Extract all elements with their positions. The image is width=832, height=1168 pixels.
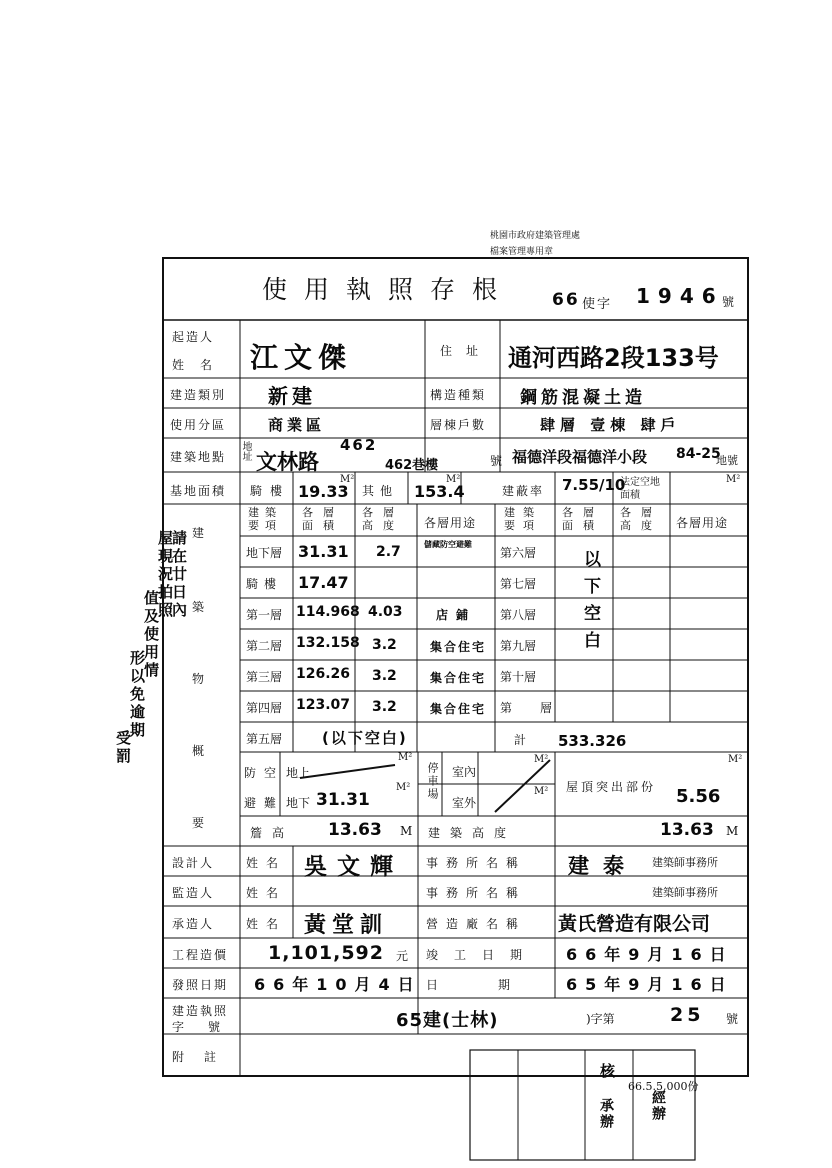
unit-m: M [726,824,741,838]
right-floor-label: 第八層 [500,608,537,622]
col-header: 各層用途 [676,516,729,530]
permit-word: 使字 [582,297,613,312]
col-header: 各層用途 [424,516,477,530]
floor-height: 2.7 [376,544,401,560]
land-number: 84-25 [676,446,721,462]
builder-label-1: 起造人 [172,330,215,344]
floor-area: 126.26 [296,666,351,682]
arcade-area: 19.33 [298,482,349,501]
permit-hao: 號 [726,1012,741,1026]
designer-label: 設計人 [172,856,215,870]
unit-m2: M² [340,474,355,485]
firm-label: 營造廠名稱 [426,917,527,931]
structure-label: 構造種類 [430,388,487,402]
floor-label: 第一層 [246,608,283,622]
roof-area: 5.56 [676,786,721,807]
floor-area-blank: (以下空白) [322,729,408,747]
designer-office: 建泰 [568,854,638,878]
builder-label-2: 姓名 [172,358,229,372]
contractor-label: 承造人 [172,917,215,931]
indoor-label: 室內 [452,765,477,779]
complete-label: 竣工日期 [426,948,539,962]
site-lane: 462 [340,436,378,454]
category-label: 建造類別 [170,388,227,402]
unit-m2: M² [446,474,461,485]
floor-label: 第四層 [246,701,283,715]
remarks-label: 附註 [172,1050,237,1064]
zone-value: 商業區 [268,416,326,434]
permit-hao: 號 [722,295,737,309]
side-char: 概 [192,744,207,758]
zone-label: 使用分區 [170,418,227,432]
land-section: 福德洋段福德洋小段 [512,448,648,466]
floor-use: 集合住宅 [430,671,487,685]
builder-name: 江文傑 [250,341,353,374]
floors-value: 肆層 壹棟 肆戶 [540,416,681,434]
col-header: 各層高度 [362,506,404,532]
eave-value: 13.63 [328,820,382,840]
print-note: 66.5.5,000份 [628,1080,699,1093]
floors-label: 層棟戶數 [430,418,487,432]
floor-area: 31.31 [298,542,349,561]
right-floor-label: 第六層 [500,546,537,560]
floor-area: 17.47 [298,573,349,592]
yuan-label: 元 [396,949,411,963]
above-label: 地上 [286,766,311,780]
name-label: 姓名 [246,886,287,900]
right-floor-label: 第九層 [500,639,537,653]
permit-label-2: 字號 [172,1020,245,1034]
note-col: 請在廿日內 [170,530,188,620]
roof-label: 屋頂突出部份 [566,780,657,794]
builder-address: 通河西路2段133号 [508,344,719,372]
site-number: 462巷樓 [385,458,439,473]
note-col: 受罰 [114,730,132,766]
cost-value: 1,101,592 [268,942,384,964]
permit-value: 65建(士林) [396,1010,499,1031]
side-char: 建 [192,526,207,540]
side-char: 物 [192,672,207,686]
legal-open-label: 法定空地面積 [620,477,660,501]
permit-no: 25 [670,1004,705,1026]
below-label: 地下 [286,796,311,810]
permit-label-1: 建造執照 [172,1004,229,1018]
floor-use: 儲藏防空避難 [424,540,472,549]
floor-use: 店鋪 [436,608,477,622]
complete-date: 66年9月16日 [566,945,734,964]
shelter-label-1: 防空 [244,766,285,780]
site-road: 文林路 [256,450,319,474]
floor-label: 第二層 [246,639,283,653]
issue-date: 66年10月4日 [254,975,422,994]
floor-label: 第三層 [246,670,283,684]
right-blank-note: 以下空白 [580,550,600,658]
coverage-value: 7.55/10 [562,476,626,494]
page-title: 使用執照存根 [262,275,515,304]
floor-label: 第五層 [246,732,283,746]
contractor-name: 黃堂訓 [304,913,389,938]
unit-m2: M² [726,474,741,485]
floor-height: 3.2 [372,668,397,684]
other-area: 153.4 [414,482,465,501]
unit-m2: M² [534,754,549,765]
corner-stamp-2: 檔案管理專用章 [490,247,554,257]
issue-label: 發照日期 [172,978,229,992]
site-sub-label: 地址 [240,441,251,461]
permit-number: 1946 [636,284,724,308]
col-header: 各層高度 [620,506,662,532]
footer-stamp: 經辦 [650,1090,666,1122]
note-col: 形以免逾期 [128,650,146,740]
col-header: 各層面積 [562,506,604,532]
floor-use: 集合住宅 [430,640,487,654]
col-header: 建築要項 [248,506,282,532]
unit-m2: M² [396,782,411,793]
total-value: 533.326 [558,732,627,750]
period-label: 日期 [426,978,571,992]
permit-year: 66 [552,290,580,310]
address-label: 住址 [440,344,493,358]
arcade-label: 騎樓 [250,484,291,498]
footer-stamp: 核 [600,1062,618,1080]
other-label: 其他 [362,484,399,498]
floor-height: 3.2 [372,637,397,653]
arch-office: 建築師事務所 [652,886,718,899]
land-suffix: 地號 [716,454,738,467]
site-label: 建築地點 [170,450,227,464]
col-header: 建築要項 [504,506,542,532]
supervisor-label: 監造人 [172,886,215,900]
category-value: 新建 [268,384,316,408]
eave-label: 簷高 [250,826,295,840]
bheight-value: 13.63 [660,820,714,840]
side-char: 築 [192,600,207,614]
floor-height: 4.03 [368,604,403,620]
name-label: 姓名 [246,917,287,931]
right-floor-label: 第七層 [500,577,537,591]
period-date: 65年9月16日 [566,975,734,994]
note-col: 屋現況拍照 [156,530,174,620]
arch-office: 建築師事務所 [652,856,718,869]
bheight-label: 建築高度 [428,826,517,840]
corner-stamp-1: 桃園市政府建築管理處 [490,231,581,241]
floor-label: 地下層 [246,546,283,560]
unit-m2: M² [728,754,743,765]
base-area-label: 基地面積 [170,484,227,498]
floor-label: 騎樓 [246,577,283,591]
right-floor-label: 第 層 [500,701,561,715]
office-label: 事務所名稱 [426,856,527,870]
floor-height: 3.2 [372,699,397,715]
floor-area: 114.968 [296,604,360,620]
footer-stamp: 承辦 [598,1098,614,1130]
parking-label: 停車場 [426,762,439,801]
contractor-firm: 黃氏營造有限公司 [558,913,711,935]
note-col: 值及使用情 [142,590,160,680]
cost-label: 工程造價 [172,948,229,962]
floor-use: 集合住宅 [430,702,487,716]
permit-zi: )字第 [586,1012,615,1026]
office-label: 事務所名稱 [426,886,527,900]
unit-m2: M² [534,786,549,797]
shelter-label-2: 避難 [244,796,285,810]
designer-name: 吳文輝 [304,854,403,880]
floor-area: 132.158 [296,635,360,651]
structure-value: 鋼筋混凝土造 [520,388,646,408]
site-hao: 號 [490,454,505,468]
below-area: 31.31 [316,790,370,810]
right-floor-label: 第十層 [500,670,537,684]
total-label: 計 [514,733,529,747]
unit-m: M [400,824,415,838]
col-header: 各層面積 [302,506,344,532]
name-label: 姓名 [246,856,287,870]
unit-m2: M² [398,752,413,763]
floor-area: 123.07 [296,697,351,713]
building-side-label [192,510,210,840]
side-char: 要 [192,816,207,830]
outdoor-label: 室外 [452,796,477,810]
coverage-label: 建蔽率 [502,484,545,498]
